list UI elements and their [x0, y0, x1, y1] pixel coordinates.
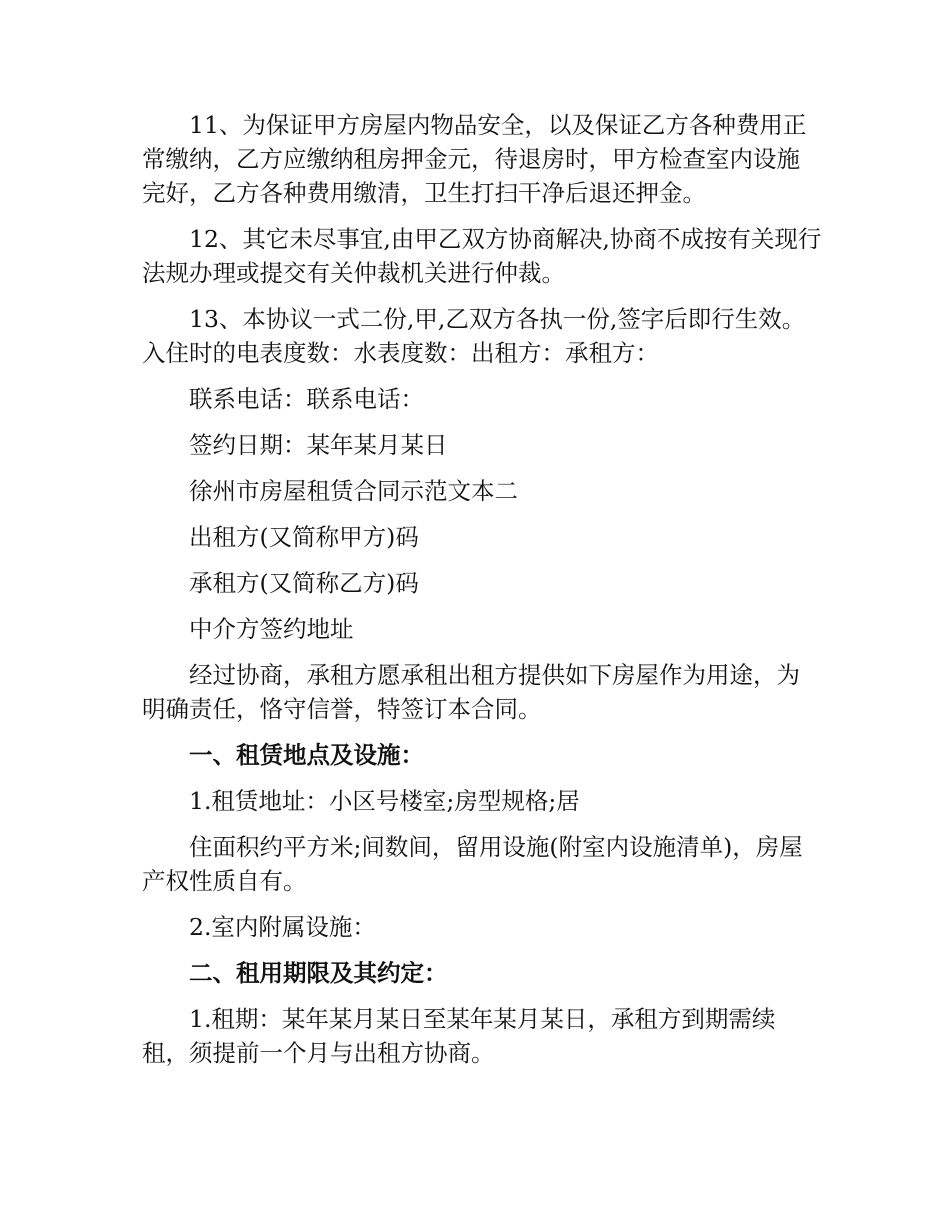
lessor-line: 出租方(又简称甲方)码	[189, 523, 419, 551]
sample-title-line: 徐州市房屋租赁合同示范文本二	[189, 477, 518, 505]
item-1-1-line: 1.租赁地址：小区号楼室;房型规格;居	[189, 787, 580, 815]
clause-12-paragraph: 12、其它未尽事宜,由甲乙双方协商解决,协商不成按有关现行法规办理或提交有关仲裁机关进行仲裁。	[142, 225, 822, 287]
section-2-heading: 二、租用期限及其约定：	[189, 959, 448, 987]
item-1-1-continuation: 住面积约平方米;间数间，留用设施(附室内设施清单)，房屋产权性质自有。	[142, 833, 803, 895]
lessee-line: 承租方(又简称乙方)码	[189, 569, 419, 597]
intro-paragraph: 经过协商，承租方愿承租出租方提供如下房屋作为用途，为明确责任，恪守信誉，特签订本合同。	[142, 661, 800, 723]
document-body	[142, 108, 822, 1082]
agent-address-line: 中介方签约地址	[189, 615, 354, 643]
clause-13-paragraph: 13、本协议一式二份,甲,乙双方各执一份,签字后即行生效。入住时的电表度数：水表度数：出租方：承租方：	[142, 305, 806, 367]
clause-11-paragraph: 11、为保证甲方房屋内物品安全，以及保证乙方各种费用正常缴纳，乙方应缴纳租房押金元，待退房时，甲方检查室内设施完好，乙方各种费用缴清，卫生打扫干净后退还押金。	[142, 111, 807, 207]
item-1-2-line: 2.室内附属设施：	[189, 913, 376, 941]
sign-date-line: 签约日期：某年某月某日	[189, 431, 448, 459]
item-2-1-paragraph: 1.租期：某年某月某日至某年某月某日，承租方到期需续租，须提前一个月与出租方协商。	[142, 1005, 776, 1067]
section-1-heading: 一、租赁地点及设施：	[189, 741, 424, 769]
contact-phone-line: 联系电话：联系电话：	[189, 385, 424, 413]
